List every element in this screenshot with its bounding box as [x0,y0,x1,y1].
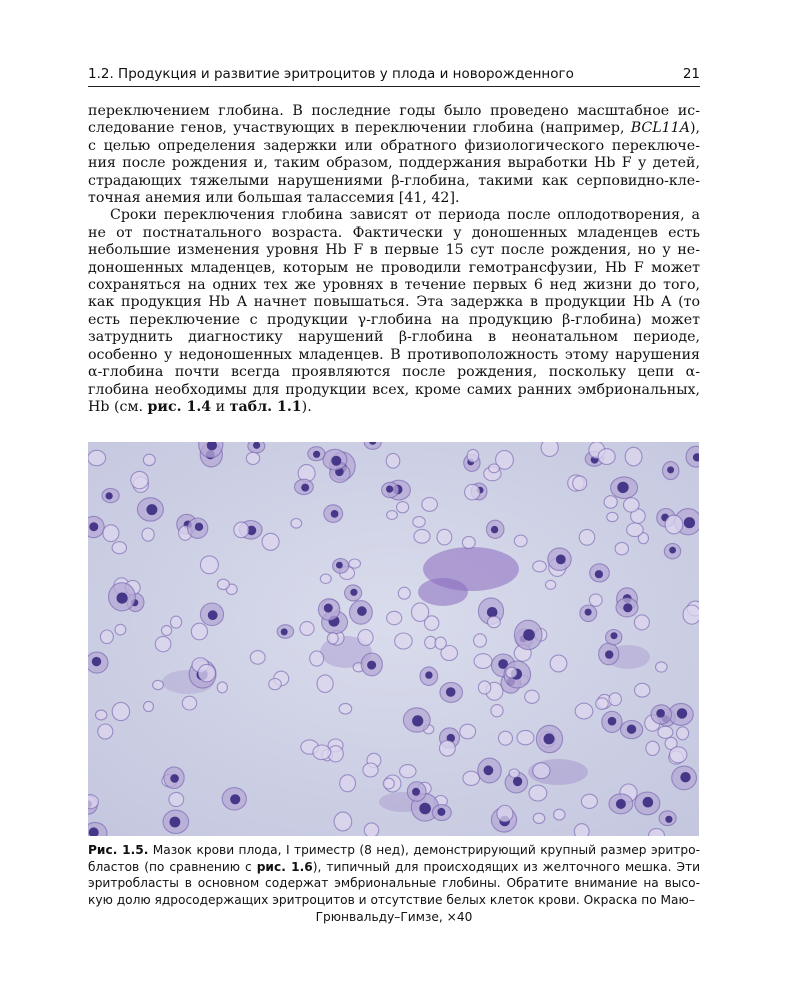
paragraph-2 [88,207,700,416]
erythrocyte-cell [474,654,492,669]
cell-nucleus [117,593,128,604]
erythrocyte-cell [340,775,356,792]
cell-nucleus [324,604,333,613]
erythrocyte-cell [291,519,302,529]
erythrocyte-cell [646,741,659,755]
caption-label: Рис. 1.5. [88,843,149,857]
erythrocyte-cell [541,442,558,457]
erythrocyte-cell [349,559,361,568]
erythrocyte-cell [474,634,487,647]
cell-nucleus [146,504,157,515]
erythrocyte-cell [363,763,378,777]
erythrocyte-cell [383,778,394,789]
erythrocyte-cell [488,616,501,627]
erythrocyte-cell [313,745,331,760]
erythrocyte-cell [364,823,378,836]
cell-nucleus [208,610,218,620]
erythrocyte-cell [155,636,171,651]
erythrocyte-cell [387,611,402,624]
paragraph-1 [88,103,700,207]
cell-nucleus [623,603,632,612]
cell-nucleus [336,562,343,569]
paragraph-2-end: ). [301,398,312,415]
erythrocyte-cell [467,449,479,462]
table-reference: табл. 1.1 [229,398,302,415]
erythrocyte-cell [246,452,259,464]
erythrocyte-cell [234,522,249,538]
cell-nucleus [386,486,393,493]
erythrocyte-cell [191,623,207,640]
figure-caption [88,842,700,926]
cell-nucleus [513,777,522,786]
erythrocyte-cell [462,536,475,548]
cell-nucleus [595,570,603,578]
blood-smear-figure [88,442,699,836]
erythrocyte-cell [131,471,148,488]
erythrocyte-cell [581,794,597,808]
erythrocyte-cell [656,662,668,672]
cell-nucleus [680,772,690,782]
caption-text-b: ), типичный для происходящих из желточного мешка. Эти эритробласты в основном содержат эмбриональные глобины. Обратите внимание на высокую долю ядросодержащих эритроцитов и отсутствие белых клеток крови. Окраска по Маю– [88,859,701,908]
cell-nucleus [665,816,672,823]
erythrocyte-cell [615,542,628,554]
erythrocyte-cell [525,690,539,703]
erythrocyte-cell [554,809,565,820]
cell-nucleus [412,788,420,796]
erythrocyte-cell [98,724,113,739]
paragraph-1-text-b: ), с целью определения задержки или обратного физиологического переключения после рождения и, таким образом, поддержания выработки Hb F у детей, страдающих тяжелыми нарушениями β-глобина, такими как серповидно-клеточная анемия или большая талассемия [41, 42]. [88,120,700,207]
cell-nucleus [667,466,674,473]
cell-nucleus [89,522,98,531]
micrograph-image [88,442,699,836]
cell-nucleus [331,456,341,466]
erythrocyte-cell [397,502,409,513]
cell-nucleus [556,555,566,565]
figure-reference: рис. 1.4 [147,398,212,415]
cell-nucleus [367,661,376,670]
erythrocyte-cell [624,498,640,512]
erythrocyte-cell [491,705,503,717]
erythrocyte-cell [262,533,279,550]
erythrocyte-cell [395,633,413,649]
erythrocyte-cell [506,667,517,678]
cell-nucleus [92,657,101,666]
erythrocyte-cell [317,675,333,693]
erythrocyte-cell [598,449,615,465]
erythrocyte-cell [320,574,331,583]
erythrocyte-cell [115,624,126,635]
cell-nucleus [412,715,423,726]
erythrocyte-cell [514,535,527,547]
erythrocyte-cell [546,580,556,589]
erythrocyte-cell [609,693,621,706]
erythrocyte-cell [334,812,352,831]
erythrocyte-cell [435,637,446,649]
erythrocyte-cell [398,587,410,599]
cell-nucleus [544,733,555,744]
gene-name: BCL11A [630,120,690,137]
erythrocyte-cell [182,696,196,710]
cell-nucleus [281,628,288,635]
erythrocyte-cell [440,741,456,757]
erythrocyte-cell [574,824,589,836]
cell-nucleus [484,765,494,775]
clump [418,578,468,606]
erythrocyte-cell [96,710,107,720]
erythrocyte-cell [463,771,480,785]
erythrocyte-cell [250,651,265,665]
cell-nucleus [491,526,498,533]
cell-nucleus [677,708,687,718]
erythrocyte-cell [217,579,229,589]
erythrocyte-cell [683,605,699,624]
erythrocyte-cell [269,679,282,690]
erythrocyte-cell [497,805,513,822]
erythrocyte-cell [339,703,352,714]
paragraph-1-text-a: переключением глобина. В последние годы было проведено масштабное исследование генов, участвующих в переключении глобина (например, [88,103,700,137]
erythrocyte-cell [604,496,617,509]
cell-nucleus [170,817,181,828]
cell-nucleus [608,717,617,726]
erythrocyte-cell [596,698,609,710]
erythrocyte-cell [489,464,500,473]
erythrocyte-cell [198,664,215,681]
erythrocyte-cell [412,603,429,622]
erythrocyte-cell [533,813,545,823]
page-number: 21 [682,66,700,82]
erythrocyte-cell [171,616,182,628]
cell-nucleus [523,629,535,641]
erythrocyte-cell [142,528,154,541]
cell-nucleus [684,517,695,528]
erythrocyte-cell [400,765,416,778]
cell-nucleus [446,687,456,697]
erythrocyte-cell [533,561,547,572]
cell-nucleus [616,799,626,809]
erythrocyte-cell [358,630,373,646]
cell-nucleus [611,632,618,639]
erythrocyte-cell [437,529,452,545]
erythrocyte-cell [517,730,534,744]
erythrocyte-cell [112,702,129,720]
erythrocyte-cell [478,681,490,694]
cell-nucleus [350,589,357,596]
erythrocyte-cell [573,476,587,491]
cell-nucleus [425,671,432,678]
cell-nucleus [253,442,260,449]
erythrocyte-cell [589,594,602,606]
cell-nucleus [437,808,445,816]
body-text [88,103,700,416]
erythrocyte-cell [153,680,164,689]
erythrocyte-cell [579,529,595,545]
cell-nucleus [643,797,654,808]
erythrocyte-cell [414,529,430,543]
erythrocyte-cell [387,511,398,520]
cell-nucleus [301,484,309,492]
erythrocyte-cell [509,769,519,778]
erythrocyte-cell [499,731,513,745]
caption-figure-reference: рис. 1.6 [256,859,313,874]
erythrocyte-cell [422,498,438,512]
erythrocyte-cell [112,542,126,554]
erythrocyte-cell [300,622,314,636]
cell-nucleus [313,451,320,458]
erythrocyte-cell [550,655,567,672]
cell-nucleus [357,606,367,616]
erythrocyte-cell [413,517,425,528]
erythrocyte-cell [575,703,593,719]
paragraph-2-text-a: Сроки переключения глобина зависят от периода после оплодотворения, а не от постнатального возраста. Фактически у доношенных младенцев есть небольшие изменения уровня Hb F в первые 15 сут после рождения, но у недоношенных младенцев, которым не проводили гемотрансфузии, Hb F может сохраняться на одних тех же уровнях в течение первых 6 нед жизни до того, как продукция Hb A начнет повышаться. Эта задержка в продукции Hb A (то есть переключение с продукции γ-глобина на продукцию β-глобина) может затруднить диагностику нарушений β-глобина в неонатальном периоде, особенно у недоношенных младенцев. В противоположность этому нарушения α-глобина почти всегда проявляются после рождения, поскольку цепи α-глобина необходимы для продукции всех, кроме самих ранних эмбриональных, Hb (см. [88,207,700,415]
erythrocyte-cell [386,453,400,468]
cell-nucleus [669,547,676,554]
cell-nucleus [195,523,203,531]
cell-nucleus [106,492,113,499]
erythrocyte-cell [460,724,476,739]
cell-nucleus [627,725,636,734]
erythrocyte-cell [310,651,324,666]
erythrocyte-cell [169,792,184,806]
cell-nucleus [656,709,665,718]
erythrocyte-cell [88,450,106,465]
erythrocyte-cell [533,763,550,779]
caption-text-a: Мазок крови плода, I триместр (8 нед), демонстрирующий крупный размер эритробластов (по сравнению с [88,843,700,874]
cell-nucleus [170,774,179,783]
erythrocyte-cell [327,633,338,644]
cell-nucleus [585,609,592,616]
erythrocyte-cell [677,727,689,740]
erythrocyte-cell [465,484,480,500]
erythrocyte-cell [143,454,155,465]
erythrocyte-cell [670,747,687,763]
erythrocyte-cell [658,726,673,738]
erythrocyte-cell [665,515,683,534]
erythrocyte-cell [103,525,119,542]
erythrocyte-cell [217,682,227,693]
erythrocyte-cell [162,626,172,636]
erythrocyte-cell [625,447,642,466]
caption-last-line: Грюнвальду–Гимзе, ×40 [315,909,473,924]
erythrocyte-cell [607,512,618,521]
cell-nucleus [419,803,431,815]
cell-nucleus [230,794,240,804]
erythrocyte-cell [144,701,154,711]
erythrocyte-cell [100,630,113,644]
cell-nucleus [605,650,613,658]
erythrocyte-cell [200,556,218,574]
erythrocyte-cell [627,523,644,537]
erythrocyte-cell [634,615,649,630]
paragraph-2-conjunction: и [211,398,230,415]
erythrocyte-cell [635,683,650,697]
cell-nucleus [617,482,628,493]
erythrocyte-cell [529,785,547,801]
cell-nucleus [331,510,339,518]
chapter-section-title: 1.2. Продукция и развитие эритроцитов у плода и новорожденного [88,66,574,82]
running-header [88,66,700,87]
